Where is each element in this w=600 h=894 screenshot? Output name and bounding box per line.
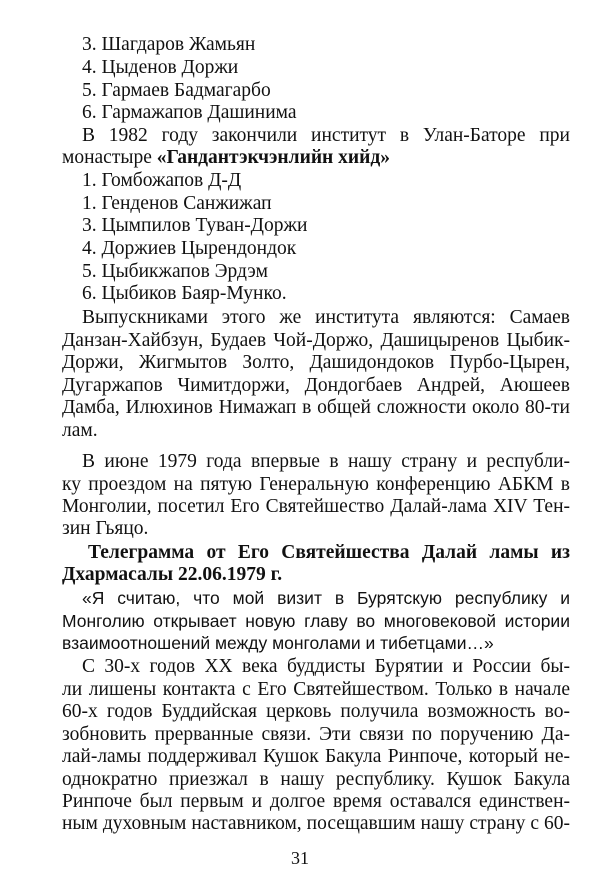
list-item: 5. Цыбикжапов Эрдэм <box>82 261 268 282</box>
quote-line: взаимоотношений между монголами и тибетцами…» <box>62 633 494 653</box>
list-item: 3. Цымпилов Туван-Доржи <box>82 215 308 236</box>
monastery-name: «Гандантэкчэнлийн хийд» <box>156 147 391 168</box>
text: монастыре <box>62 147 157 168</box>
list-item: 4. Доржиев Цырендондок <box>82 238 297 259</box>
paragraph-line: В 1982 году закончили институт в Улан-Баторе при <box>82 125 570 146</box>
paragraph-line: Дугаржапов Чимитдоржи, Дондогбаев Андрей, Аюшеев <box>62 375 570 396</box>
heading: Дхармасалы 22.06.1979 г. <box>62 564 283 585</box>
list-item: 5. Гармаев Бадмагарбо <box>82 80 271 101</box>
list-item: 3. Шагдаров Жамьян <box>82 34 256 55</box>
paragraph-line: Выпускниками этого же института являются: Самаев <box>82 307 570 328</box>
paragraph-line <box>62 147 570 169</box>
paragraph-line: Данзан-Хайбзун, Будаев Чой-Доржо, Дашицыренов Цыбик- <box>62 330 570 351</box>
paragraph-line: Ринпоче был первым и долгое время оставался единствен- <box>62 791 570 812</box>
quote-line: «Я считаю, что мой визит в Бурятскую республику и <box>82 588 570 608</box>
paragraph-line: однократно приезжал в нашу республику. Кушок Бакула <box>62 769 570 790</box>
paragraph-line: В июне 1979 года впервые в нашу страну и республи- <box>82 451 570 472</box>
paragraph-line: Доржи, Жигмытов Золто, Дашидондоков Пурбо-Цырен, <box>62 352 570 373</box>
heading: Телеграмма от Его Святейшества Далай ламы из <box>88 542 570 563</box>
paragraph-line: зобновить прерванные связи. Эти связи по поручению Да- <box>62 724 570 745</box>
list-item: 6. Цыбиков Баяр-Мунко. <box>82 283 287 304</box>
list-item: 1. Генденов Санжижап <box>82 193 272 214</box>
paragraph-line: ли лишены контакта с Его Святейшеством. Только в начале <box>62 679 570 700</box>
paragraph-line: лам. <box>62 420 98 441</box>
page-number: 31 <box>291 848 309 868</box>
list-item: 4. Цыденов Доржи <box>82 57 239 78</box>
paragraph-line: Дамба, Илюхинов Нимажап в общей сложности около 80-ти <box>62 397 570 418</box>
paragraph-line: С 30-х годов XX века буддисты Бурятии и России бы- <box>82 656 570 677</box>
quote-line: Монголию открывает новую главу во многовековой истории <box>62 611 570 631</box>
paragraph-line: ным духовным наставником, посещавшим нашу страну с 60- <box>62 813 570 834</box>
list-item: 6. Гармажапов Дашинима <box>82 102 297 123</box>
paragraph-line: лай-ламы поддерживал Кушок Бакула Ринпоче, который не- <box>62 746 570 767</box>
list-item: 1. Гомбожапов Д-Д <box>82 170 242 191</box>
paragraph-line: Монголии, посетил Его Святейшество Далай-лама XIV Тен- <box>62 496 570 517</box>
paragraph-line: зин Гьяцо. <box>62 518 149 539</box>
paragraph-line: 60-х годов Буддийская церковь получила возможность во- <box>62 701 570 722</box>
paragraph-line: ку проездом на пятую Генеральную конференцию АБКМ в <box>62 474 570 495</box>
